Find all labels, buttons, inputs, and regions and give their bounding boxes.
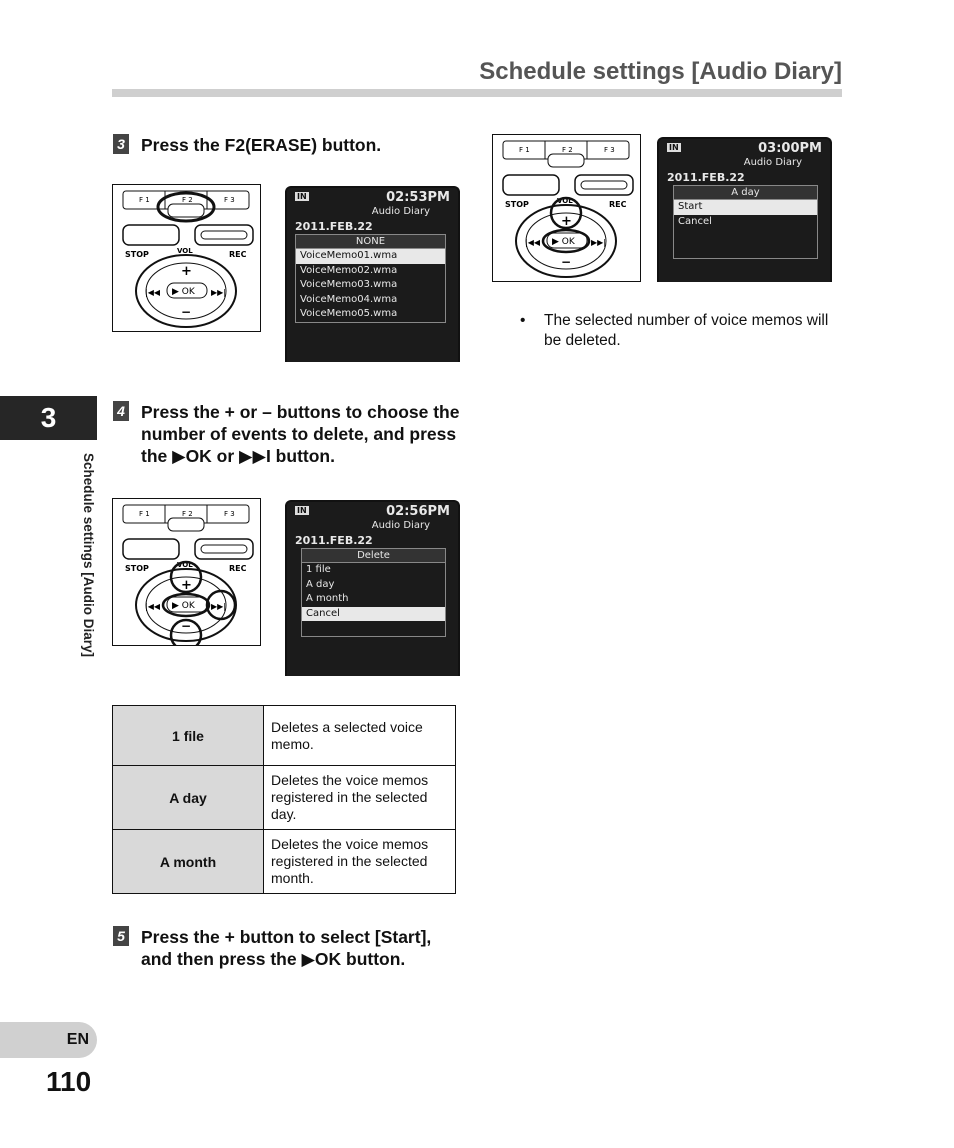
input-indicator: IN <box>297 506 307 515</box>
plus-label: + <box>181 264 192 279</box>
ok-label: ▶ OK <box>172 287 195 297</box>
lcd-screen-1 <box>285 186 460 362</box>
page-title: Schedule settings [Audio Diary] <box>479 58 842 85</box>
f2-label: F 2 <box>182 510 193 518</box>
screen-app-name: Audio Diary <box>743 157 802 168</box>
option-name: A day <box>113 766 264 830</box>
screen-time: 02:53PM <box>386 190 450 205</box>
screen-app-name: Audio Diary <box>371 206 430 217</box>
option-description: Deletes the voice memos registered in the selected day. <box>264 766 456 830</box>
rec-label: REC <box>229 564 247 573</box>
screen-header: Delete <box>302 549 445 563</box>
plus-label: + <box>561 214 572 229</box>
section-side-label <box>78 453 98 713</box>
step-5-text: Press the + button to select [Start], and then press the ▶OK button. <box>141 927 432 969</box>
option-description: Deletes a selected voice memo. <box>264 706 456 766</box>
vol-label: VOL <box>557 197 573 205</box>
screen-time: 02:56PM <box>386 504 450 519</box>
section-side-text: Schedule settings [Audio Diary] <box>81 453 96 658</box>
options-table <box>112 705 456 894</box>
screen-date: 2011.FEB.22 <box>667 171 745 184</box>
step-4-text: Press the + or – buttons to choose the number of events to delete, and press the ▶OK or ▶▶I button. <box>141 402 460 466</box>
screen-row: VoiceMemo04.wma <box>300 293 398 305</box>
vol-label: VOL <box>177 561 193 569</box>
step-5-number: 5 <box>113 926 129 946</box>
screen-row <box>674 244 817 259</box>
page-number: 110 <box>46 1066 92 1097</box>
screen-row: VoiceMemo02.wma <box>300 264 398 276</box>
stop-label: STOP <box>125 250 149 259</box>
ok-label: ▶ OK <box>172 601 195 611</box>
screen-row: VoiceMemo01.wma <box>296 249 445 264</box>
screen-row <box>302 621 445 636</box>
recorder-buttons-3 <box>493 135 640 281</box>
svg-text:|◀◀: |◀◀ <box>525 238 540 247</box>
step-4-number: 4 <box>113 401 129 421</box>
f2-label: F 2 <box>562 146 573 154</box>
screen-row: VoiceMemo03.wma <box>300 279 398 290</box>
f2-label: F 2 <box>182 196 193 204</box>
table-row <box>113 830 456 894</box>
bullet-mark: • <box>520 312 526 329</box>
screen-row: Cancel <box>302 607 445 622</box>
screen-header: NONE <box>296 235 445 249</box>
f3-label: F 3 <box>604 146 615 154</box>
option-name: 1 file <box>113 706 264 766</box>
vol-label: VOL <box>177 247 193 255</box>
recorder-illustration-2 <box>112 498 261 646</box>
screen-row: VoiceMemo05.wma <box>300 308 398 319</box>
screen-row: A day <box>306 578 335 590</box>
screen-app-name: Audio Diary <box>371 520 430 531</box>
screen-date: 2011.FEB.22 <box>295 220 373 233</box>
minus-label: − <box>181 305 192 319</box>
recorder-buttons-1 <box>113 185 260 331</box>
result-note-text: The selected number of voice memos will be deleted. <box>544 312 829 349</box>
svg-text:|◀◀: |◀◀ <box>145 602 160 611</box>
title-divider <box>112 89 842 97</box>
minus-label: − <box>181 619 192 633</box>
step-3-text: Press the F2(ERASE) button. <box>141 135 382 155</box>
option-name: A month <box>113 830 264 894</box>
rec-label: REC <box>609 200 627 209</box>
chapter-tab: 3 <box>0 396 97 440</box>
lcd-screen-2 <box>285 500 460 676</box>
minus-label: − <box>561 255 572 269</box>
screen-header: A day <box>674 186 817 200</box>
f1-label: F 1 <box>519 146 530 154</box>
plus-label: + <box>181 578 192 593</box>
svg-text:|◀◀: |◀◀ <box>145 288 160 297</box>
svg-text:▶▶|: ▶▶| <box>591 238 606 247</box>
result-note <box>520 311 840 351</box>
language-tab: EN <box>0 1022 97 1058</box>
screen-row: 1 file <box>306 564 331 575</box>
ok-label: ▶ OK <box>552 237 575 247</box>
table-row <box>113 766 456 830</box>
screen-row: Start <box>674 200 817 215</box>
recorder-buttons-2 <box>113 499 260 645</box>
screen-row <box>674 229 817 244</box>
screen-row: Cancel <box>678 215 712 227</box>
step-3-number: 3 <box>113 134 129 154</box>
table-row <box>113 706 456 766</box>
f3-label: F 3 <box>224 510 235 518</box>
stop-label: STOP <box>505 200 529 209</box>
svg-text:▶▶|: ▶▶| <box>211 602 226 611</box>
input-indicator: IN <box>669 143 679 152</box>
screen-date: 2011.FEB.22 <box>295 534 373 547</box>
screen-time: 03:00PM <box>758 141 822 156</box>
stop-label: STOP <box>125 564 149 573</box>
lcd-screen-3 <box>657 137 832 282</box>
recorder-illustration-1 <box>112 184 261 332</box>
f1-label: F 1 <box>139 196 150 204</box>
f3-label: F 3 <box>224 196 235 204</box>
f1-label: F 1 <box>139 510 150 518</box>
rec-label: REC <box>229 250 247 259</box>
screen-row: A month <box>306 593 349 604</box>
option-description: Deletes the voice memos registered in the selected month. <box>264 830 456 894</box>
recorder-illustration-3 <box>492 134 641 282</box>
svg-text:▶▶|: ▶▶| <box>211 288 226 297</box>
input-indicator: IN <box>297 192 307 201</box>
